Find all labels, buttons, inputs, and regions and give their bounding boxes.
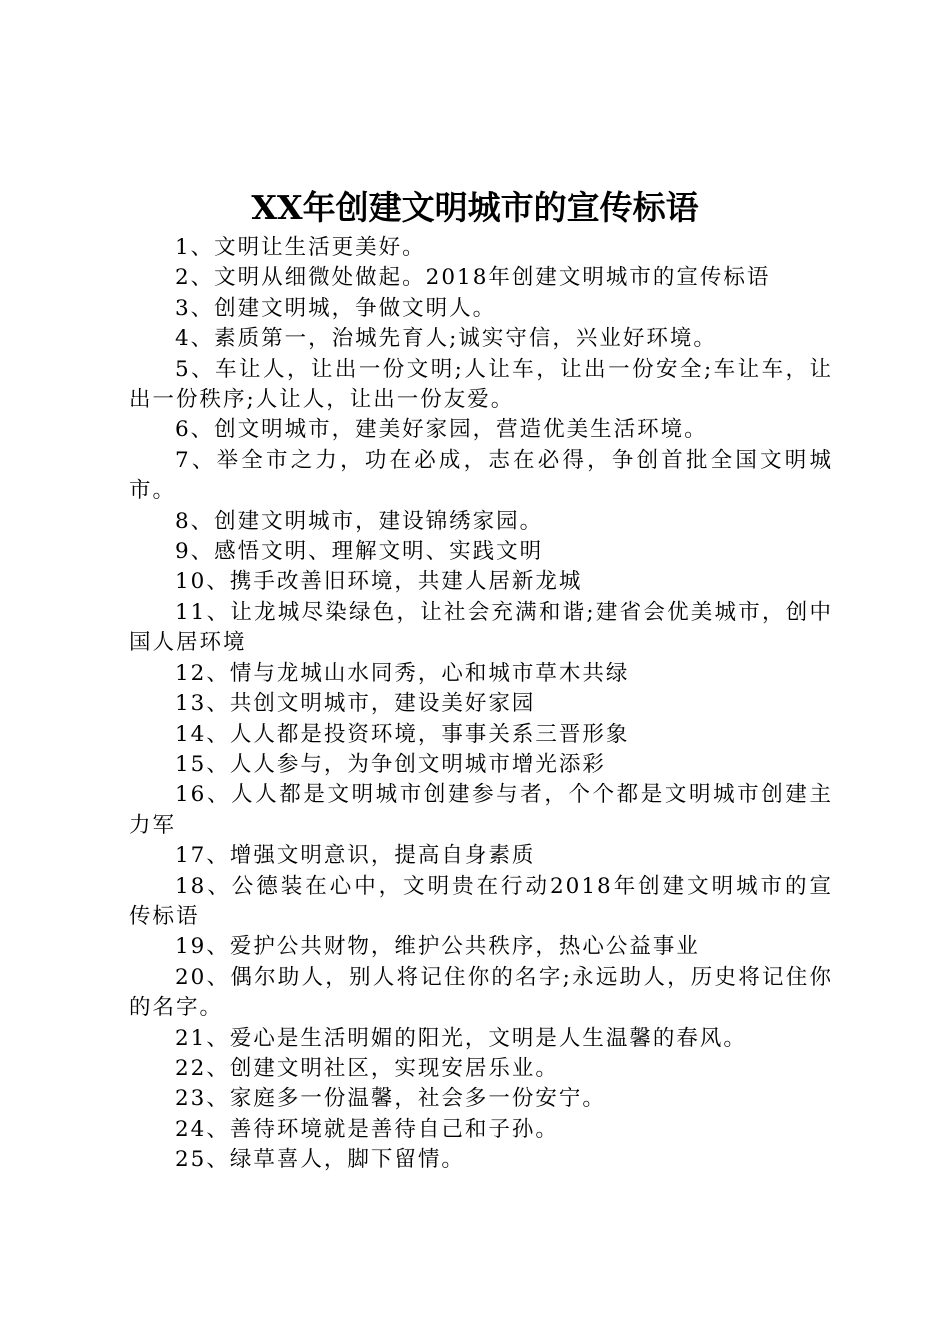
slogan-item: 1、文明让生活更美好。 [175, 235, 426, 260]
slogan-item: 21、爱心是生活明媚的阳光，文明是人生温馨的春风。 [175, 1025, 747, 1051]
slogan-item: 9、感悟文明、理解文明、实践文明 [175, 539, 544, 565]
document-title: XX年创建文明城市的宣传标语 [251, 188, 699, 227]
slogan-item: 6、创文明城市，建美好家园，营造优美生活环境。 [175, 417, 708, 443]
slogan-item: 14、人人都是投资环境，事事关系三晋形象 [175, 721, 630, 747]
slogan-item: 20、偶尔助人，别人将记住你的名字;永远助人，历史将记住你的名字。 [129, 964, 833, 1021]
slogan-item: 15、人人参与，为争创文明城市增光添彩 [175, 751, 606, 777]
slogan-item: 11、让龙城尽染绿色，让社会充满和谐;建省会优美城市，创中国人居环境 [129, 599, 833, 656]
slogan-item: 2、文明从细微处做起。2018年创建文明城市的宣传标语 [175, 265, 771, 291]
slogan-item: 3、创建文明城，争做文明人。 [175, 295, 497, 321]
slogan-item: 18、公德装在心中，文明贵在行动2018年创建文明城市的宣传标语 [129, 873, 833, 929]
slogan-item: 23、家庭多一份温馨，社会多一份安宁。 [175, 1086, 606, 1112]
slogan-item: 4、素质第一，治城先育人;诚实守信，兴业好环境。 [175, 326, 717, 352]
slogan-item: 22、创建文明社区，实现安居乐业。 [175, 1055, 559, 1081]
slogan-list [129, 233, 833, 1176]
slogan-item: 8、创建文明城市，建设锦绣家园。 [175, 508, 544, 534]
slogan-item: 13、共创文明城市，建设美好家园 [175, 691, 536, 717]
slogan-item: 19、爱护公共财物，维护公共秩序，热心公益事业 [175, 934, 700, 960]
slogan-item: 12、情与龙城山水同秀，心和城市草木共绿 [175, 660, 630, 686]
slogan-item: 7、举全市之力，功在必成，志在必得，争创首批全国文明城市。 [129, 447, 833, 504]
slogan-item: 5、车让人，让出一份文明;人让车，让出一份安全;车让车，让出一份秩序;人让人，让出一份友爱。 [129, 356, 833, 413]
slogan-item: 24、善待环境就是善待自己和子孙。 [175, 1116, 559, 1142]
slogan-item: 25、绿草喜人，脚下留情。 [175, 1147, 465, 1173]
slogan-item: 10、携手改善旧环境，共建人居新龙城 [175, 569, 583, 595]
slogan-item: 17、增强文明意识，提高自身素质 [175, 843, 536, 869]
slogan-item: 16、人人都是文明城市创建参与者，个个都是文明城市创建主力军 [129, 782, 833, 838]
